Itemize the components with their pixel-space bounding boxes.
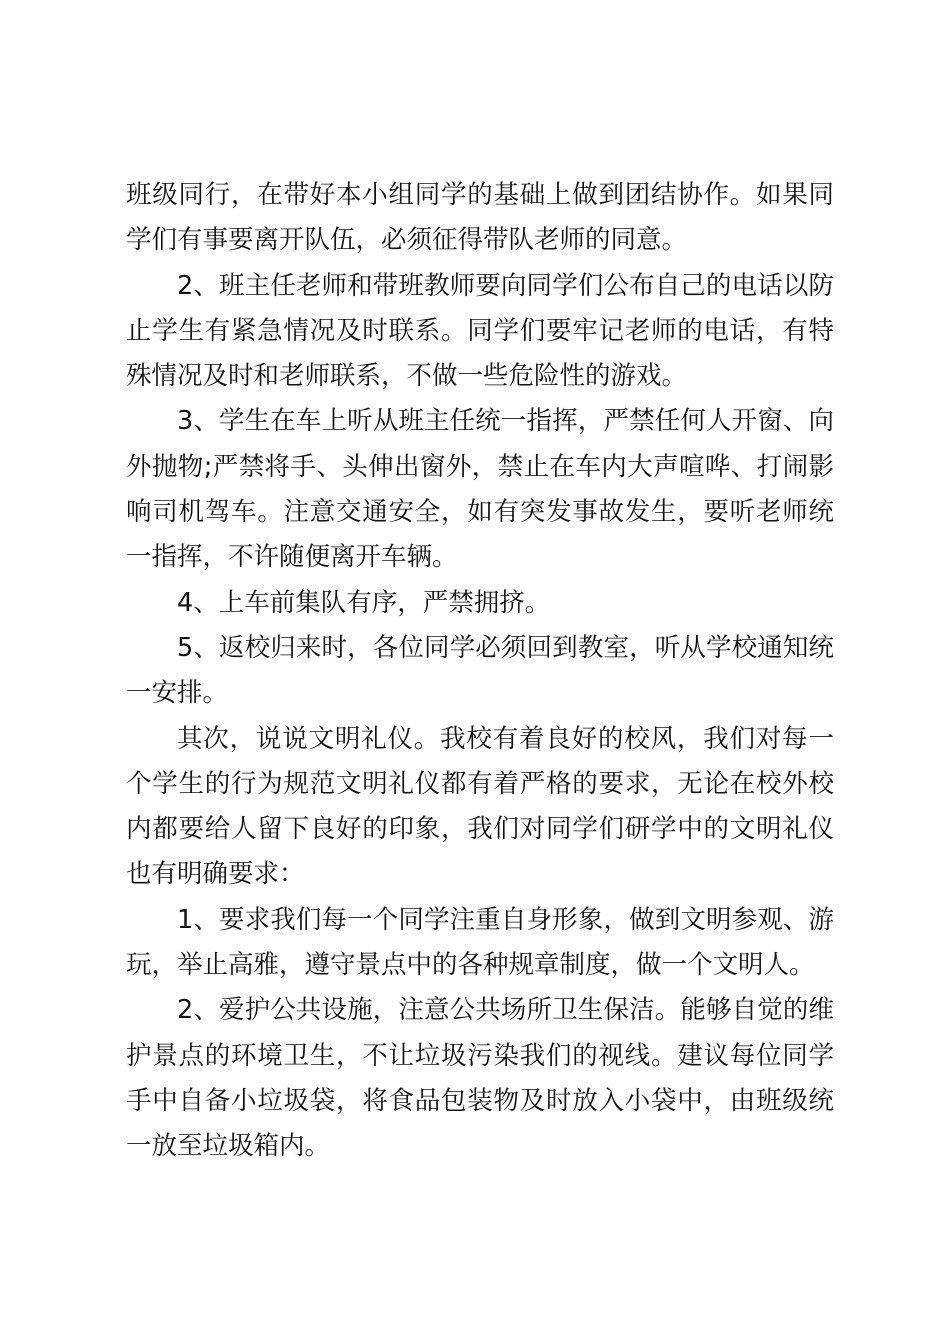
paragraph-item-4: 4、上车前集队有序，严禁拥挤。 — [177, 587, 551, 618]
document-page — [126, 173, 834, 1170]
paragraph-item-2: 2、班主任老师和带班教师要向同学们公布自己的电话以防止学生有紧急情况及时联系。同学们要牢记老师的电话，有特殊情况及时和老师联系，不做一些危险性的游戏。 — [126, 270, 834, 392]
paragraph-etiquette-item-1: 1、要求我们每一个同学注重自身形象，做到文明参观、游玩，举止高雅，遵守景点中的各种规章制度，做一个文明人。 — [126, 904, 834, 981]
paragraph-continuation: 班级同行，在带好本小组同学的基础上做到团结协作。如果同学们有事要离开队伍，必须征得带队老师的同意。 — [126, 180, 834, 256]
paragraph-item-3: 3、学生在车上听从班主任统一指挥，严禁任何人开窗、向外抛物;严禁将手、头伸出窗外，禁止在车内大声喧哗、打闹影响司机驾车。注意交通安全，如有突发事故发生，要听老师统一指挥，不许随便离开车辆。 — [126, 406, 834, 573]
paragraph-etiquette-intro: 其次，说说文明礼仪。我校有着良好的校风，我们对每一个学生的行为规范文明礼仪都有着严格的要求，无论在校外校内都要给人留下良好的印象，我们对同学们研学中的文明礼仪也有明确要求： — [126, 723, 834, 890]
paragraph-etiquette-item-2: 2、爱护公共设施，注意公共场所卫生保洁。能够自觉的维护景点的环境卫生，不让垃圾污染我们的视线。建议每位同学手中自备小垃圾袋，将食品包装物及时放入小袋中，由班级统一放至垃圾箱内。 — [126, 995, 834, 1162]
paragraph-item-5: 5、返校归来时，各位同学必须回到教室，听从学校通知统一安排。 — [126, 632, 834, 709]
